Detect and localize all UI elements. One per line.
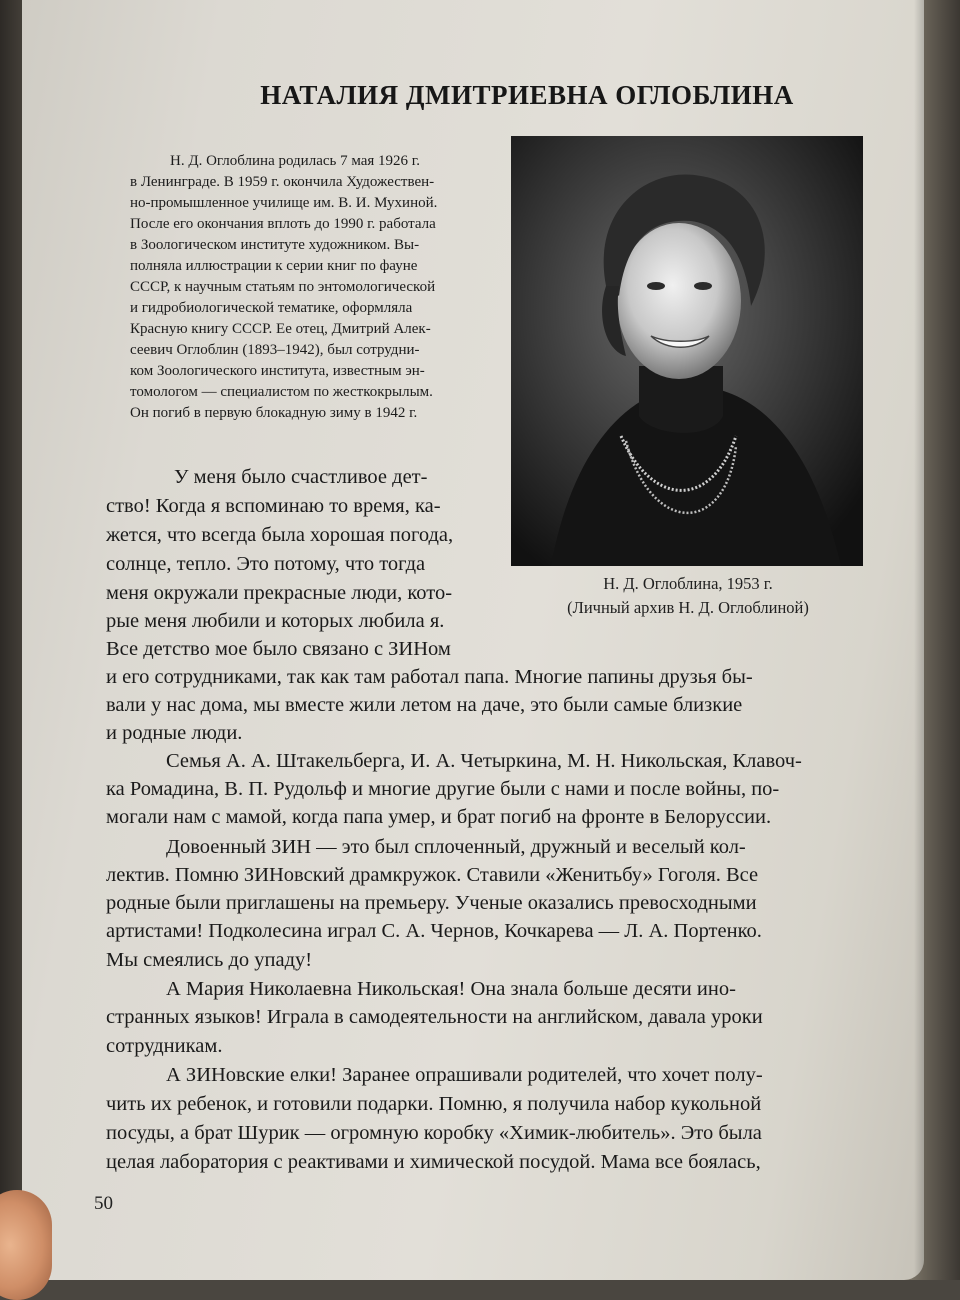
portrait-image bbox=[511, 136, 863, 566]
intro-line: После его окончания вплоть до 1990 г. работала bbox=[130, 216, 436, 232]
body-line: и его сотрудниками, так как там работал папа. Многие папины друзья бы- bbox=[106, 666, 753, 688]
body-line: странных языков! Играла в самодеятельности на английском, давала уроки bbox=[106, 1006, 763, 1028]
body-line: могали нам с мамой, когда папа умер, и брат погиб на фронте в Белоруссии. bbox=[106, 806, 772, 828]
page-number: 50 bbox=[94, 1193, 113, 1214]
intro-line: полняла иллюстрации к серии книг по фауне bbox=[130, 258, 418, 274]
body-line: ство! Когда я вспоминаю то время, ка- bbox=[106, 495, 441, 517]
body-line: меня окружали прекрасные люди, кото- bbox=[106, 582, 453, 604]
intro-line: Он погиб в первую блокадную зиму в 1942 г. bbox=[130, 405, 418, 421]
book-page bbox=[22, 0, 924, 1280]
intro-line: СССР, к научным статьям по энтомологической bbox=[130, 279, 436, 295]
photo-caption-line1: Н. Д. Оглоблина, 1953 г. bbox=[603, 574, 773, 593]
body-line: солнце, тепло. Это потому, что тогда bbox=[106, 553, 426, 575]
body-line: Довоенный ЗИН — это был сплоченный, дружный и веселый кол- bbox=[166, 836, 746, 858]
intro-line: и гидробиологической тематике, оформляла bbox=[130, 300, 413, 316]
intro-line: ком Зоологического института, известным эн- bbox=[130, 363, 425, 379]
photo-caption-line2: (Личный архив Н. Д. Оглоблиной) bbox=[567, 598, 809, 617]
body-line: А Мария Николаевна Никольская! Она знала больше десяти ино- bbox=[166, 978, 736, 1000]
page-edge-shadow bbox=[914, 0, 924, 1280]
intro-line: Красную книгу СССР. Ее отец, Дмитрий Алек- bbox=[130, 321, 431, 337]
body-line: сотрудникам. bbox=[106, 1035, 223, 1057]
body-line: вали у нас дома, мы вместе жили летом на даче, это были самые близкие bbox=[106, 694, 743, 716]
portrait-photo bbox=[511, 136, 863, 566]
body-line: посуды, а брат Шурик — огромную коробку «Химик-любитель». Это была bbox=[106, 1122, 762, 1144]
intro-line: но-промышленное училище им. В. И. Мухиной. bbox=[130, 195, 438, 211]
intro-line: сеевич Оглоблин (1893–1942), был сотрудни- bbox=[130, 342, 420, 358]
body-line: Все детство мое было связано с ЗИНом bbox=[106, 638, 451, 660]
body-line: А ЗИНовские елки! Заранее опрашивали родителей, что хочет полу- bbox=[166, 1064, 763, 1086]
body-line: У меня было счастливое дет- bbox=[174, 466, 428, 488]
intro-line: Н. Д. Оглоблина родилась 7 мая 1926 г. bbox=[170, 153, 421, 169]
body-line: рые меня любили и которых любила я. bbox=[106, 610, 445, 632]
body-line: артистами! Подколесина играл С. А. Чернов, Кочкарева — Л. А. Портенко. bbox=[106, 920, 762, 942]
intro-line: в Зоологическом институте художником. Вы- bbox=[130, 237, 420, 253]
body-line: целая лаборатория с реактивами и химической посудой. Мама все боялась, bbox=[106, 1151, 761, 1173]
body-line: ка Ромадина, В. П. Рудольф и многие другие были с нами и после войны, по- bbox=[106, 778, 780, 800]
body-line: Семья А. А. Штакельберга, И. А. Четыркина, М. Н. Никольская, Клавоч- bbox=[166, 750, 802, 772]
body-line: родные были приглашены на премьеру. Ученые оказались превосходными bbox=[106, 892, 757, 914]
body-line: лектив. Помню ЗИНовский драмкружок. Ставили «Женитьбу» Гоголя. Все bbox=[106, 864, 759, 886]
intro-line: в Ленинграде. В 1959 г. окончила Художествен- bbox=[130, 174, 435, 190]
intro-line: томологом — специалистом по жесткокрылым. bbox=[130, 384, 433, 400]
body-line: чить их ребенок, и готовили подарки. Помню, я получила набор кукольной bbox=[106, 1093, 762, 1115]
thumb bbox=[0, 1190, 52, 1300]
body-line: жется, что всегда была хорошая погода, bbox=[106, 524, 454, 546]
page-title: НАТАЛИЯ ДМИТРИЕВНА ОГЛОБЛИНА bbox=[260, 80, 794, 110]
body-line: и родные люди. bbox=[106, 722, 243, 744]
body-line: Мы смеялись до упаду! bbox=[106, 949, 313, 971]
